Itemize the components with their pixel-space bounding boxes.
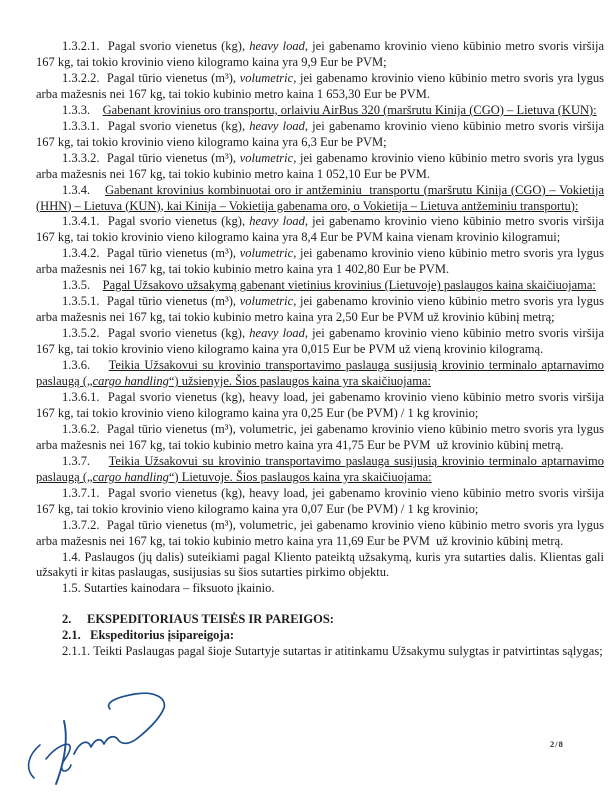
clause-1.5 <box>36 581 604 597</box>
clause-1.3.3-heading <box>36 103 604 119</box>
text-run: 1.3.6. <box>62 358 109 373</box>
clause-1.3.4-heading <box>36 183 604 215</box>
text-run: , jei gabenamo krovinio vieno kūbinio metro svoris yra lygus arba mažesnis nei 167 kg, tai tokio kubinio metro kaina yra 2,50 Eur be PVM už krovinio kūbinį metrą; <box>36 294 604 325</box>
text-run: heavy load <box>249 39 305 53</box>
text-run: 2.1. Ekspeditorius įsipareigoja: <box>62 628 235 643</box>
text-run: Teikia Užsakovui su krovinio transportavimo paslauga susijusią krovinio terminalo aptarnavimo paslaugą („ <box>36 453 604 484</box>
text-run: 1.3.2.2. Pagal tūrio vienetus (m³), <box>62 70 240 85</box>
text-run: volumetric <box>239 246 294 261</box>
contract-body <box>36 39 604 660</box>
clause-1.3.7.2 <box>36 518 604 550</box>
clause-1.3.7-heading <box>36 454 604 486</box>
text-run: , jei gabenamo krovinio vieno kūbinio metro svoris yra lygus arba mažesnis nei 167 kg, tai tokio kubinio metro kaina 1 052,10 Eur be PVM. <box>36 150 604 181</box>
text-run: volumetric <box>239 294 294 309</box>
text-run: , jei gabenamo krovinio vieno kūbinio metro svoris yra lygus arba mažesnis nei 167 kg, tai tokio kubinio metro kaina 1 653,30 Eur be PVM. <box>36 70 604 101</box>
text-run: 1.3.7. <box>62 453 109 468</box>
clause-1.3.5.2 <box>36 326 604 358</box>
text-run: 1.5. Sutarties kainodara – fiksuoto įkainio. <box>62 581 275 596</box>
text-run: , jei gabenamo krovinio vieno kūbinio metro svoris viršija 167 kg, tai tokio krovinio vieno kilogramo kaina yra 9,9 Eur be PVM; <box>36 39 604 69</box>
section-2-heading <box>36 612 604 628</box>
text-run: heavy load <box>249 118 305 133</box>
text-run: 1.3.4.2. Pagal tūrio vienetus (m³), <box>62 246 240 261</box>
text-run: , jei gabenamo krovinio vieno kūbinio metro svoris viršija 167 kg, tai tokio krovinio vieno kilogramo kaina yra 0,015 Eur be PVM už vieną krovinio kilogramą. <box>36 326 604 357</box>
text-run: 1.3.5.1. Pagal tūrio vienetus (m³), <box>62 294 240 309</box>
text-run: cargo handling <box>92 374 169 389</box>
text-run: heavy load <box>249 326 305 341</box>
text-run: Pagal Užsakovo užsakymą gabenant vietinius krovinius (Lietuvoje) paslaugos kaina skaičiuojama: <box>102 278 596 293</box>
text-run: 1.3.5. <box>62 278 103 293</box>
clause-1.3.6-heading <box>36 358 604 390</box>
text-run: 1.3.6.1. Pagal svorio vienetus (kg), heavy load, jei gabenamo krovinio vieno kūbinio metro svoris viršija 167 kg, tai tokio krovinio vieno kilogramo kaina yra 0,25 Eur (be PVM) / 1 kg krovinio; <box>36 389 604 420</box>
text-run: 1.4. Paslaugos (jų dalis) suteikiami pagal Kliento pateiktą užsakymą, kuris yra sutarties dalis. Klientas gali užsakyti ir kitas paslaugas, susijusias su šios sutarties pirkimo objektu. <box>36 549 604 580</box>
text-run: , jei gabenamo krovinio vieno kūbinio metro svoris viršija 167 kg, tai tokio krovinio vieno kilogramo kaina yra 8,4 Eur be PVM kaina vienam krovinio kilogramui; <box>36 214 604 245</box>
clause-2.1.1 <box>36 644 604 660</box>
clause-2.1-heading <box>36 628 604 644</box>
page-number: 2/8 <box>550 739 564 749</box>
clause-1.3.5-heading <box>36 278 604 294</box>
clause-1.3.2.2 <box>36 71 604 103</box>
text-run: 1.3.7.1. Pagal svorio vienetus (kg), heavy load, jei gabenamo krovinio vieno kūbinio metro svoris viršija 167 kg, tai tokio krovinio vieno kilogramo kaina yra 0,07 Eur (be PVM) / 1 kg krovinio; <box>36 485 604 516</box>
text-run: cargo handling <box>92 469 169 484</box>
text-run: heavy load <box>249 214 305 229</box>
clause-1.3.6.1 <box>36 390 604 422</box>
handwritten-signature <box>6 688 186 798</box>
clause-1.3.6.2 <box>36 422 604 454</box>
text-run: 1.3.7.2. Pagal tūrio vienetus (m³), volumetric, jei gabenamo krovinio vieno kūbinio metro svoris yra lygus arba mažesnis nei 167 kg, tai tokio kubinio metro kaina yra 11,69 Eur be PVM už krovinio kūbinį metrą. <box>36 517 604 548</box>
text-run: 1.3.6.2. Pagal tūrio vienetus (m³), volumetric, jei gabenamo krovinio vieno kūbinio metro svoris yra lygus arba mažesnis nei 167 kg, tai tokio kubinio metro kaina yra 41,75 Eur be PVM už krovinio kūbinį metrą. <box>36 421 604 452</box>
clause-1.3.4.1 <box>36 214 604 246</box>
text-run: Gabenant krovinius oro transportu, orlaiviu AirBus 320 (maršrutu Kinija (CGO) – Lietuva (KUN): <box>102 102 597 117</box>
text-run: 1.3.5.2. Pagal svorio vienetus (kg), <box>62 326 250 341</box>
signature-stroke <box>74 693 164 754</box>
signature-stroke <box>29 745 40 778</box>
clause-1.3.2.1 <box>36 39 604 71</box>
clause-1.3.3.2 <box>36 151 604 183</box>
text-run: 1.3.3.2. Pagal tūrio vienetus (m³), <box>62 150 240 165</box>
signature-stroke <box>46 744 71 771</box>
text-run: volumetric <box>239 150 294 165</box>
text-run: , jei gabenamo krovinio vieno kūbinio metro svoris viršija 167 kg, tai tokio krovinio vieno kilogramo kaina yra 6,3 Eur be PVM; <box>36 118 604 149</box>
text-run: 1.3.2.1. Pagal svorio vienetus (kg), <box>62 39 250 53</box>
clause-1.3.7.1 <box>36 486 604 518</box>
text-run: 2.1.1. Teikti Paslaugas pagal šioje Sutartyje sutartas ir atitinkamu Užsakymu sulygtas ir patvirtintas sąlygas; <box>62 644 603 659</box>
clause-1.4 <box>36 550 604 582</box>
clause-1.3.3.1 <box>36 119 604 151</box>
text-run: Gabenant krovinius kombinuotai oro ir antžeminiu transportu (maršrutu Kinija (CGO) – Vokietija (HHN) – Lietuva (KUN), kai Kinija – Vokietija gabenama oro, o Vokietija – Lietuva antžeminiu transportu): <box>36 182 604 213</box>
text-run: , jei gabenamo krovinio vieno kūbinio metro svoris yra lygus arba mažesnis nei 167 kg, tai tokio kubinio metro kaina yra 1 402,80 Eur be PVM. <box>36 246 604 277</box>
text-run: volumetric <box>239 70 294 85</box>
text-run: Teikia Užsakovui su krovinio transportavimo paslauga susijusią krovinio terminalo aptarnavimo paslaugą („ <box>36 358 604 389</box>
text-run: 1.3.3.1. Pagal svorio vienetus (kg), <box>62 118 250 133</box>
text-run: 1.3.4.1. Pagal svorio vienetus (kg), <box>62 214 250 229</box>
text-run: “) Lietuvoje. Šios paslaugos kaina yra skaičiuojama: <box>168 469 432 484</box>
clause-1.3.4.2 <box>36 246 604 278</box>
text-run: 1.3.3. <box>62 102 103 117</box>
signature-stroke <box>56 721 66 784</box>
text-run: “) užsienyje. Šios paslaugos kaina yra skaičiuojama: <box>168 374 431 389</box>
text-run: 1.3.4. <box>62 182 106 197</box>
text-run: 2. EKSPEDITORIAUS TEISĖS IR PAREIGOS: <box>62 612 334 627</box>
clause-1.3.5.1 <box>36 294 604 326</box>
